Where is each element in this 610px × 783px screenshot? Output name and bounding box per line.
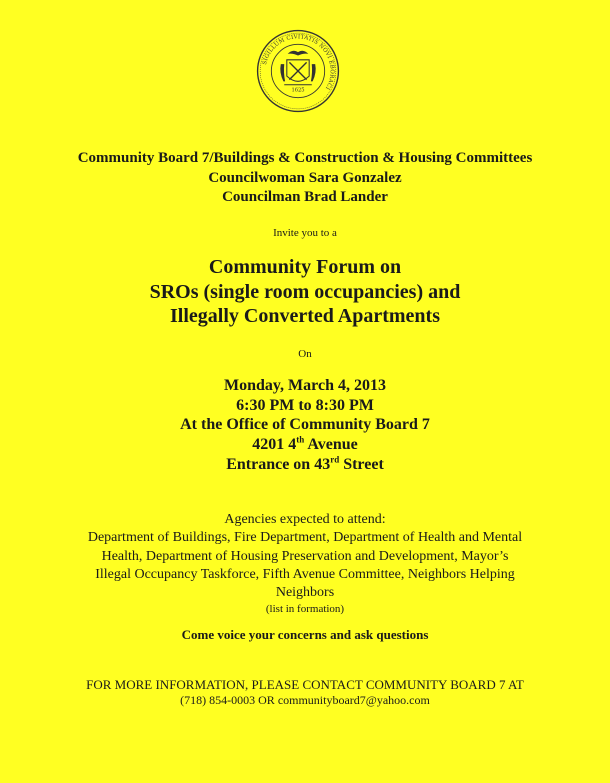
- agencies-line1: Department of Buildings, Fire Department, Department of Health and Mental: [87, 530, 523, 545]
- event-entrance: [0, 456, 610, 474]
- councilwoman-name: Councilwoman Sara Gonzalez: [208, 170, 402, 186]
- address-street: Avenue: [304, 436, 358, 453]
- agencies-line3: Illegal Occupancy Taskforce, Fifth Avenue Committee, Neighbors Helping: [95, 567, 515, 582]
- event-address: [0, 436, 610, 454]
- committees-heading: Community Board 7/Buildings & Construction & Housing Committees: [77, 150, 533, 166]
- address-number: 4201 4: [252, 436, 297, 453]
- seal-ring-text: SIGILLUM CIVITATIS NOVI EBORACI: [261, 34, 335, 91]
- forum-title-line3: Illegally Converted Apartments: [170, 305, 440, 327]
- contact-line2: (718) 854-0003 OR communityboard7@yahoo.com: [180, 693, 430, 707]
- seal-year: 1625: [291, 87, 305, 94]
- event-time: 6:30 PM to 8:30 PM: [236, 397, 374, 414]
- forum-title-line1: Community Forum on: [208, 256, 402, 278]
- agencies-line4: Neighbors: [275, 585, 335, 600]
- forum-title-line2: SROs (single room occupancies) and: [149, 281, 461, 303]
- entrance-suffix: rd: [330, 454, 340, 465]
- invite-text: Invite you to a: [273, 227, 337, 239]
- agencies-heading: Agencies expected to attend:: [224, 512, 386, 527]
- on-text: On: [298, 348, 312, 360]
- agencies-note: (list in formation): [265, 603, 345, 615]
- address-suffix: th: [296, 434, 305, 445]
- event-date: Monday, March 4, 2013: [224, 377, 386, 394]
- event-venue: At the Office of Community Board 7: [180, 416, 430, 433]
- entrance-street: Street: [339, 456, 384, 473]
- nyc-seal-icon: [255, 28, 341, 114]
- councilman-name: Councilman Brad Lander: [222, 189, 388, 205]
- contact-line1: FOR MORE INFORMATION, PLEASE CONTACT COMMUNITY BOARD 7 AT: [86, 677, 524, 692]
- entrance-prefix: Entrance on 43: [226, 456, 331, 473]
- call-to-action: Come voice your concerns and ask questions: [181, 627, 429, 642]
- agencies-line2: Health, Department of Housing Preservation and Development, Mayor’s: [101, 549, 509, 564]
